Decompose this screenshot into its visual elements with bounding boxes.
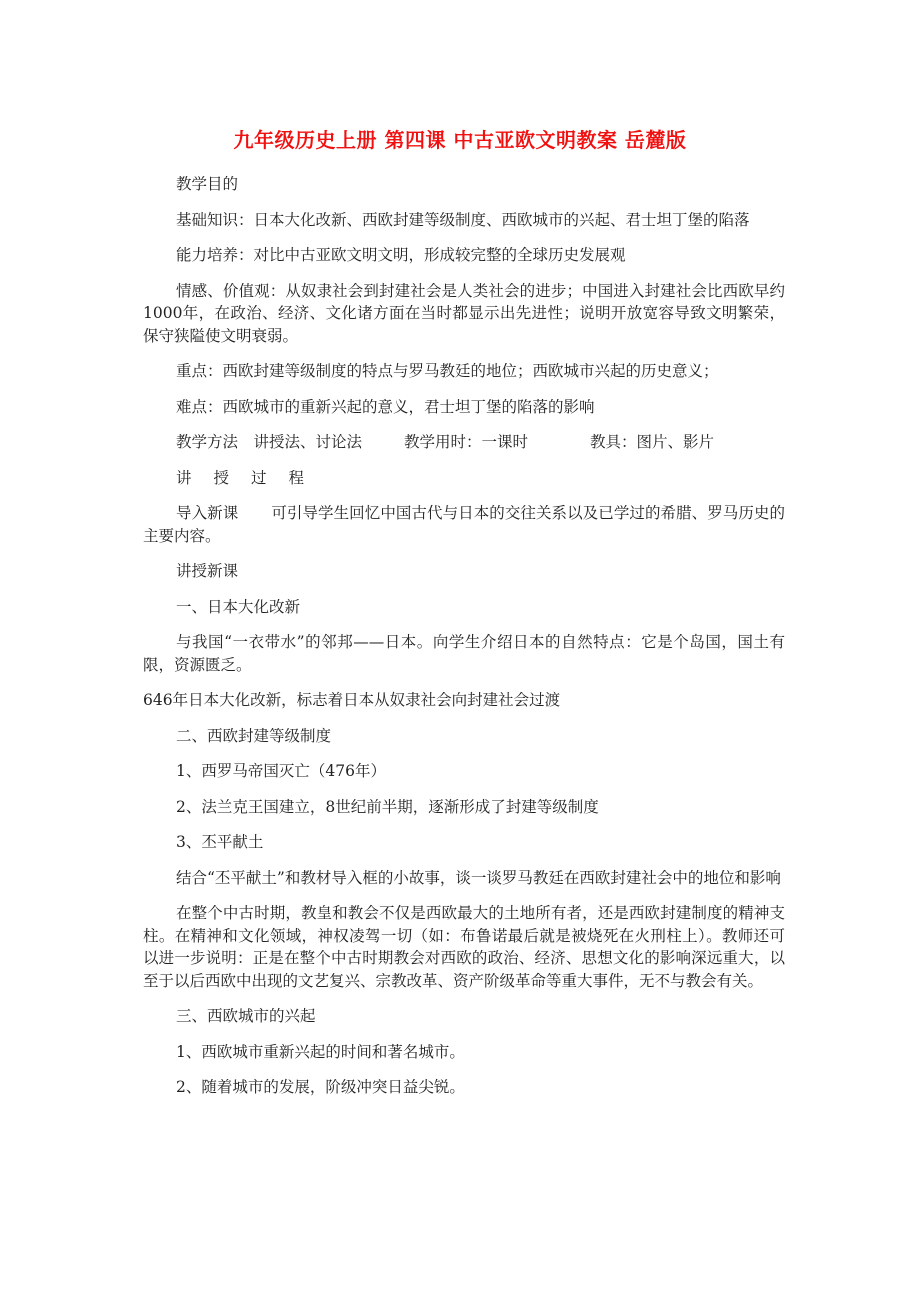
teaching-method: 教学方法 讲授法、讨论法 [176,433,363,451]
paragraph: 与我国“一衣带水”的邻邦——日本。向学生介绍日本的自然特点：它是个岛国，国土有限，资源匮乏。 [143,633,785,674]
paragraph-key-points: 重点：西欧封建等级制度的特点与罗马教廷的地位；西欧城市兴起的历史意义； [176,362,719,380]
heading-char: 授 [213,468,230,487]
list-item: 1、西罗马帝国灭亡（476年） [176,762,386,780]
heading-char: 程 [288,468,305,487]
paragraph: 结合“丕平献土”和教材导入框的小故事，谈一谈罗马教廷在西欧封建社会中的地位和影响 [176,868,781,887]
paragraph-intro [143,502,785,547]
paragraph-methods [143,431,785,454]
heading-char: 讲 [176,468,192,487]
section-heading-1: 一、日本大化改新 [176,597,301,616]
paragraph-new-lesson: 讲授新课 [176,562,239,580]
intro-text: 可引导学生回忆中国古代与日本的交往关系以及已学过的希腊、罗马历史的主要内容。 [143,504,785,545]
paragraph-values: 情感、价值观：从奴隶社会到封建社会是人类社会的进步；中国进入封建社会比西欧早约1000年，在政治、经济、文化诸方面在当时都显示出先进性；说明开放宽容导致文明繁荣，保守狭隘使文明衰弱。 [143,281,785,345]
section-heading-2: 二、西欧封建等级制度 [176,726,332,745]
document-body [143,173,785,1112]
section-heading-3: 三、西欧城市的兴起 [176,1007,316,1025]
paragraph: 646年日本大化改新，标志着日本从奴隶社会向封建社会过渡 [143,691,561,709]
paragraph-difficulties: 难点：西欧城市的重新兴起的意义，君士坦丁堡的陷落的影响 [176,397,595,416]
paragraph-basic-knowledge: 基础知识：日本大化改新、西欧封建等级制度、西欧城市的兴起、君士坦丁堡的陷落 [176,210,750,229]
paragraph-teaching-goals: 教学目的 [176,175,239,193]
list-item: 1、西欧城市重新兴起的时间和著名城市。 [176,1042,465,1061]
teaching-tools: 教具：图片、影片 [590,433,715,451]
teaching-time: 教学用时：一课时 [404,433,529,451]
list-item: 2、法兰克王国建立，8世纪前半期，逐渐形成了封建等级制度 [176,797,599,816]
list-item: 2、随着城市的发展，阶级冲突日益尖锐。 [176,1078,465,1096]
paragraph: 在整个中古时期，教皇和教会不仅是西欧最大的土地所有者，还是西欧封建制度的精神支柱。在精神和文化领域，神权凌驾一切（如：布鲁诺最后就是被烧死在火刑柱上）。教师还可以进一步说明：正是在整个中古时期教会对西欧的政治、经济、思想文化的影响深远重大，以至于以后西欧中出现的文艺复兴、宗教改革、资产阶级革命等重大事件，无不与教会有关。 [143,904,785,990]
intro-label: 导入新课 [176,504,239,522]
heading-char: 过 [251,468,267,487]
paragraph-process-heading [143,467,785,490]
paragraph-ability: 能力培养：对比中古亚欧文明文明，形成较完整的全球历史发展观 [176,246,626,264]
list-item: 3、丕平献土 [176,833,264,851]
document-title: 九年级历史上册 第四课 中古亚欧文明教案 岳麓版 [233,128,687,152]
